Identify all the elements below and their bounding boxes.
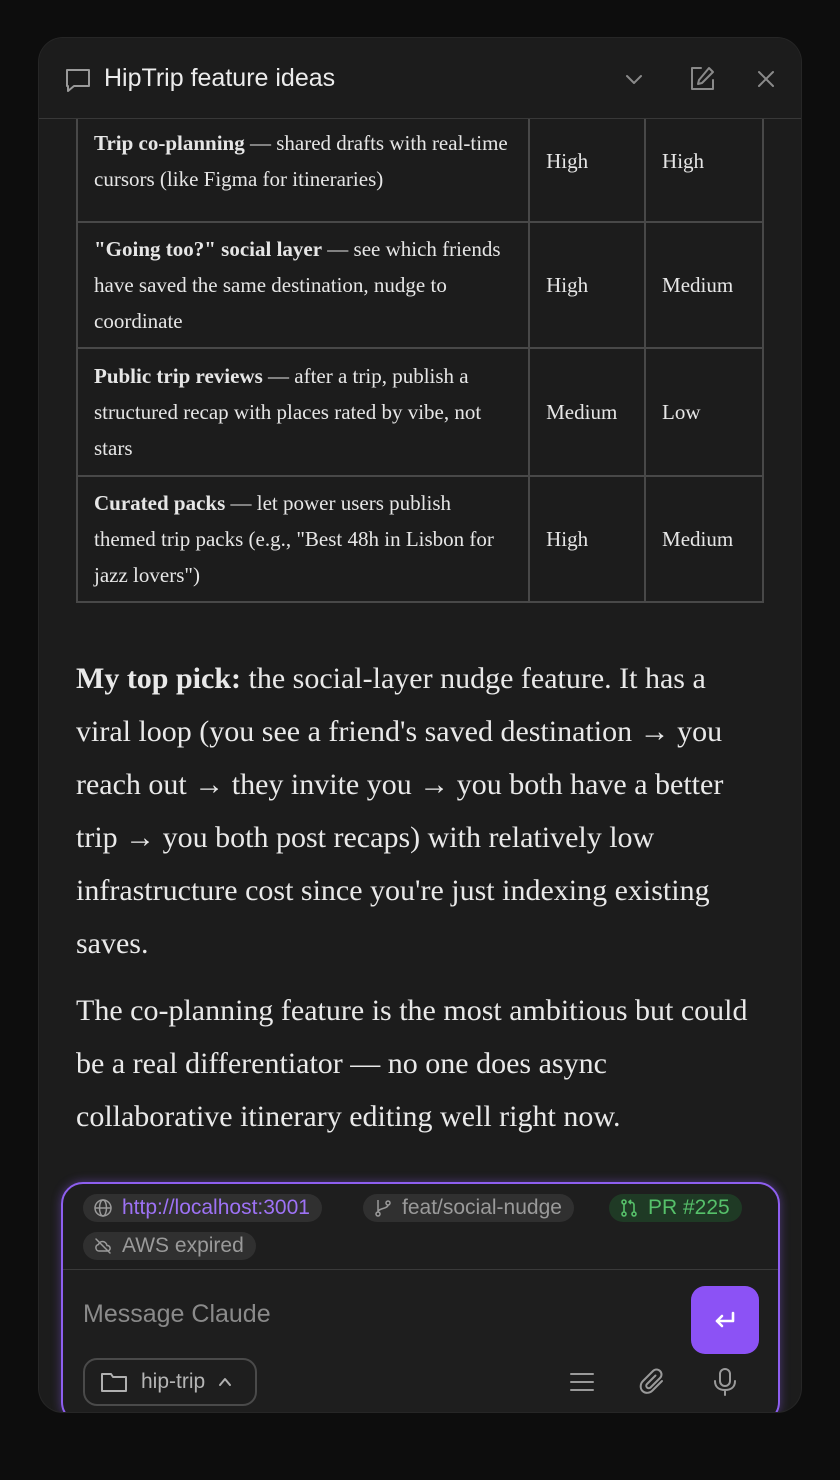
- new-chat-button[interactable]: [687, 64, 717, 94]
- table-cell-idea: [77, 222, 529, 348]
- idea-desc: — after a trip, publish a structured recap with places rated by vibe, not stars: [94, 364, 482, 460]
- top-pick-paragraph: [76, 652, 766, 970]
- table-cell: Medium: [645, 476, 763, 602]
- table-cell: Low: [645, 348, 763, 476]
- table-cell: High: [529, 119, 645, 222]
- chevron-down-icon: [619, 64, 649, 94]
- cloud-off-icon: [93, 1236, 113, 1256]
- project-selector[interactable]: [83, 1358, 257, 1406]
- voice-button[interactable]: [709, 1366, 741, 1398]
- localhost-link[interactable]: http://localhost:3001: [122, 1196, 310, 1219]
- chevron-up-icon: [216, 1373, 234, 1391]
- table-cell-idea: [77, 348, 529, 476]
- enter-arrow-icon: [711, 1306, 739, 1334]
- chat-window: [39, 38, 801, 1412]
- message-composer: [61, 1182, 780, 1412]
- close-button[interactable]: [751, 64, 781, 94]
- top-pick-text: the social-layer nudge feature. It has a viral loop (you see a friend's saved destination → you reach out → they invite you → you both have a better trip → you both post recaps) with relatively low infrastructure cost since you're just indexing existing saves.: [76, 662, 724, 960]
- table-cell: High: [529, 476, 645, 602]
- table-cell: High: [645, 119, 763, 222]
- pull-request-icon: [619, 1198, 639, 1218]
- co-planning-paragraph: The co-planning feature is the most ambitious but could be a real differentiator — no one does async collaborative itinerary editing well right now.: [76, 994, 748, 1133]
- aws-status-chip[interactable]: [83, 1232, 256, 1260]
- feature-table: [76, 119, 764, 603]
- paperclip-icon: [637, 1366, 669, 1398]
- globe-icon: [93, 1198, 113, 1218]
- table-cell: Medium: [645, 222, 763, 348]
- message-content: [39, 119, 801, 1181]
- table-cell-idea: [77, 476, 529, 602]
- branch-chip[interactable]: [363, 1194, 574, 1222]
- microphone-icon: [709, 1366, 741, 1398]
- branch-name: feat/social-nudge: [402, 1196, 562, 1219]
- table-row: [77, 119, 763, 222]
- aws-status: AWS expired: [122, 1234, 244, 1257]
- message-input[interactable]: [83, 1297, 663, 1331]
- idea-title: Public trip reviews: [94, 364, 263, 388]
- table-row: [77, 348, 763, 476]
- chat-bubble-icon: [64, 66, 92, 94]
- idea-title: "Going too?" social layer: [94, 237, 323, 261]
- table-row: [77, 476, 763, 602]
- idea-desc: — shared drafts with real-time cursors (like Figma for itineraries): [94, 130, 508, 191]
- dropdown-button[interactable]: [619, 64, 649, 94]
- idea-title: Trip co-planning: [94, 130, 245, 155]
- git-branch-icon: [373, 1198, 393, 1218]
- attach-button[interactable]: [637, 1366, 669, 1398]
- idea-title: Curated packs: [94, 491, 226, 515]
- table-cell: Medium: [529, 348, 645, 476]
- top-pick-label: My top pick:: [76, 662, 241, 695]
- idea-desc: — let power users publish themed trip packs (e.g., "Best 48h in Lisbon for jazz lovers"): [94, 491, 494, 587]
- close-icon: [751, 64, 781, 94]
- folder-icon: [99, 1367, 129, 1397]
- title-bar: [39, 38, 801, 119]
- project-name: hip-trip: [141, 1370, 206, 1393]
- table-cell: High: [529, 222, 645, 348]
- menu-lines-icon: [566, 1366, 598, 1398]
- localhost-chip[interactable]: [83, 1194, 322, 1222]
- idea-desc: — see which friends have saved the same destination, nudge to coordinate: [94, 237, 501, 333]
- pull-request-number: PR #225: [648, 1196, 730, 1219]
- menu-button[interactable]: [566, 1366, 598, 1398]
- table-cell-idea: [77, 119, 529, 222]
- edit-square-icon: [687, 64, 717, 94]
- context-chips: [63, 1184, 778, 1270]
- send-button[interactable]: [691, 1286, 759, 1354]
- pull-request-chip[interactable]: [609, 1194, 742, 1222]
- page-title: HipTrip feature ideas: [104, 64, 336, 92]
- table-row: [77, 222, 763, 348]
